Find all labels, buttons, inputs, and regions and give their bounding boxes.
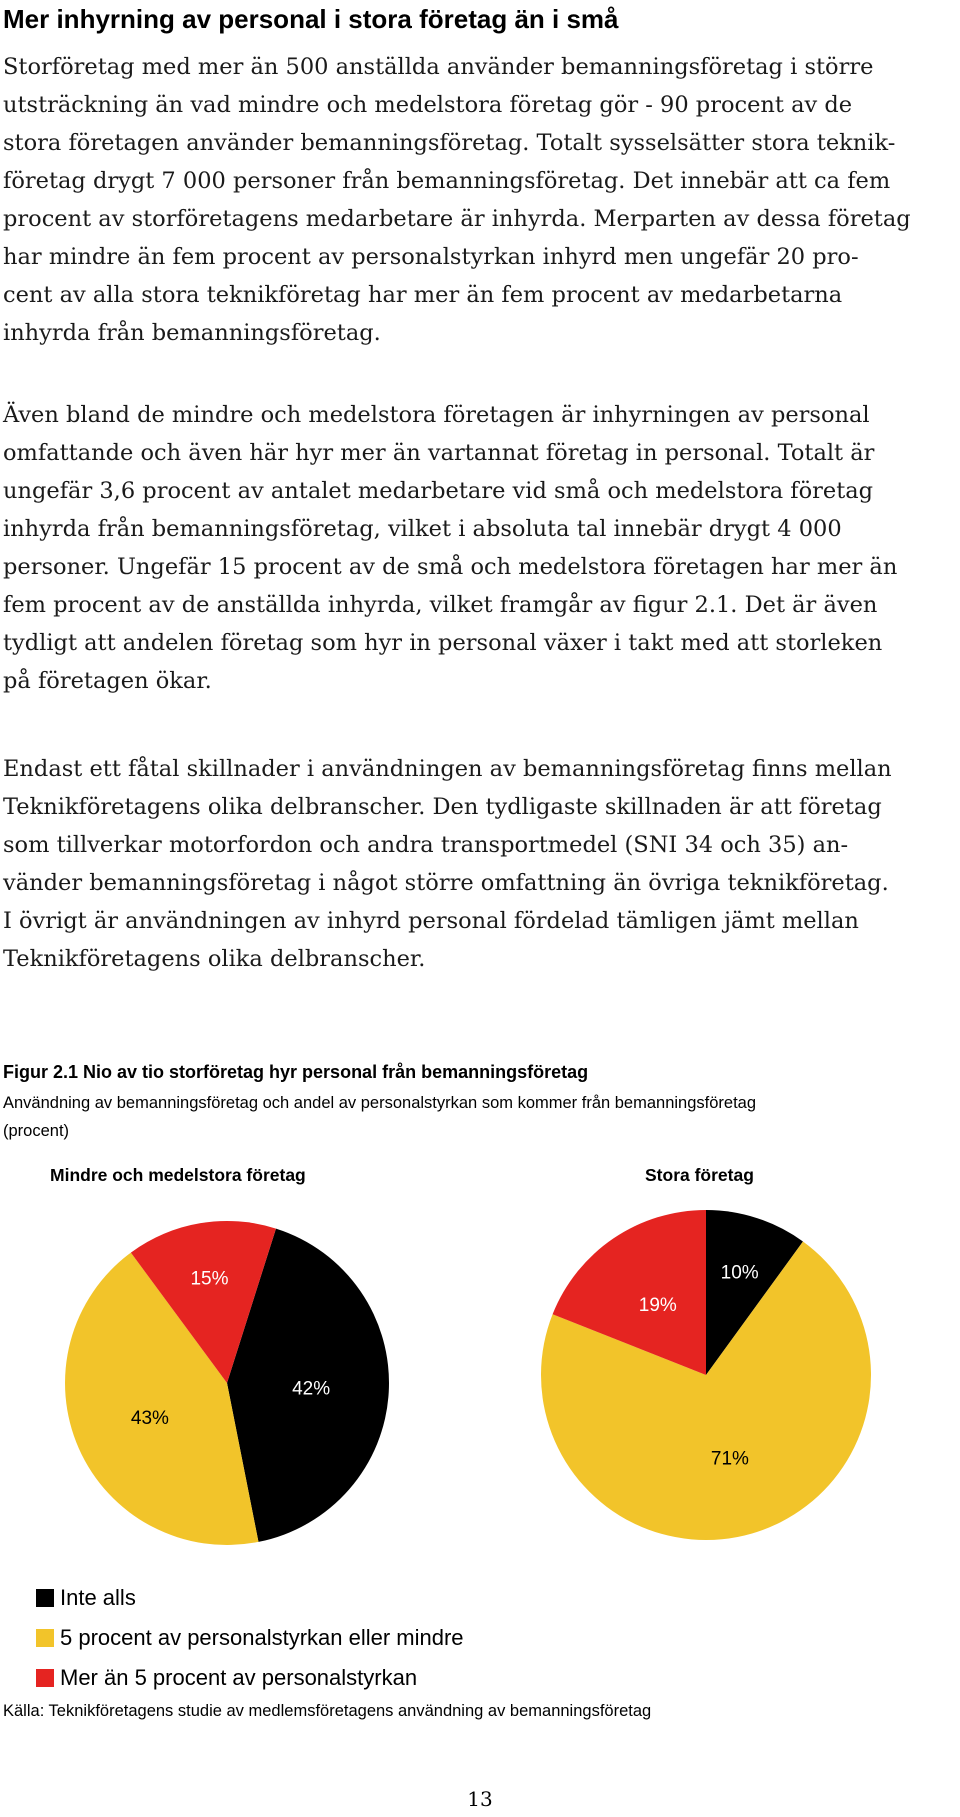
paragraph-1	[3, 48, 953, 352]
pie-chart-title-large: Stora företag	[645, 1165, 754, 1185]
text-line: ungefär 3,6 procent av antalet medarbetare vid små och medelstora företag	[3, 478, 874, 504]
section-heading: Mer inhyrning av personal i stora företag än i små	[3, 4, 619, 34]
legend-item-inte-alls	[36, 1578, 464, 1618]
text-line: Teknikföretagens olika delbranscher. Den tydligaste skillnaden är att företag	[3, 794, 882, 820]
paragraph-3	[3, 750, 953, 978]
figure-subtitle-line: (procent)	[3, 1122, 70, 1140]
text-line: stora företagen använder bemanningsföretag. Totalt sysselsätter stora teknik-	[3, 130, 896, 156]
text-line: Teknikföretagens olika delbranscher.	[3, 946, 426, 972]
pie-data-label: 71%	[710, 1448, 749, 1470]
pie-data-label: 19%	[638, 1295, 677, 1316]
text-line: personer. Ungefär 15 procent av de små och medelstora företagen har mer än	[3, 554, 898, 580]
text-line: Även bland de mindre och medelstora företagen är inhyrningen av personal	[3, 402, 870, 428]
figure-source: Källa: Teknikföretagens studie av medlemsföretagens användning av bemanningsföretag	[3, 1702, 652, 1720]
legend-item-mer-an-5-procent	[36, 1658, 464, 1698]
legend-swatch	[36, 1589, 54, 1607]
legend-label: Mer än 5 procent av personalstyrkan	[60, 1665, 418, 1690]
text-line: företag drygt 7 000 personer från bemanningsföretag. Det innebär att ca fem	[3, 168, 891, 194]
text-line: har mindre än fem procent av personalstyrkan inhyrd men ungefär 20 pro-	[3, 244, 859, 270]
text-line: Endast ett fåtal skillnader i användningen av bemanningsföretag finns mellan	[3, 756, 892, 782]
text-line: I övrigt är användningen av inhyrd personal fördelad tämligen jämt mellan	[3, 908, 859, 934]
text-line: omfattande och även här hyr mer än vartannat företag in personal. Totalt är	[3, 440, 875, 466]
pie-chart-title-small-medium: Mindre och medelstora företag	[50, 1165, 306, 1185]
legend-swatch	[36, 1669, 54, 1687]
text-line: procent av storföretagens medarbetare är inhyrda. Merparten av dessa företag	[3, 206, 911, 232]
legend-label: 5 procent av personalstyrkan eller mindre	[60, 1625, 464, 1650]
text-line: Storföretag med mer än 500 anställda använder bemanningsföretag i större	[3, 54, 874, 80]
paragraph-2	[3, 396, 953, 700]
text-line: fem procent av de anställda inhyrda, vilket framgår av figur 2.1. Det är även	[3, 592, 878, 618]
text-line: tydligt att andelen företag som hyr in personal växer i takt med att storleken	[3, 630, 883, 656]
text-line: på företagen ökar.	[3, 668, 212, 694]
legend-item-5-procent-eller-mindre	[36, 1618, 464, 1658]
text-line: som tillverkar motorfordon och andra transportmedel (SNI 34 och 35) an-	[3, 832, 849, 858]
figure-subtitle-line: Användning av bemanningsföretag och andel av personalstyrkan som kommer från bemanningsföretag	[3, 1094, 757, 1112]
chart-legend	[36, 1578, 464, 1698]
figure-title: Figur 2.1 Nio av tio storföretag hyr personal från bemanningsföretag	[3, 1062, 589, 1082]
text-line: cent av alla stora teknikföretag har mer än fem procent av medarbetarna	[3, 282, 843, 308]
text-line: utsträckning än vad mindre och medelstora företag gör - 90 procent av de	[3, 92, 853, 118]
legend-label: Inte alls	[60, 1585, 136, 1610]
pie-data-label: 42%	[292, 1378, 331, 1400]
pie-data-label: 43%	[130, 1408, 169, 1429]
figure-subtitle	[3, 1089, 943, 1145]
pie-data-label: 10%	[720, 1262, 759, 1284]
legend-swatch	[36, 1629, 54, 1647]
text-line: inhyrda från bemanningsföretag.	[3, 320, 381, 346]
pie-charts	[0, 1200, 960, 1570]
text-line: inhyrda från bemanningsföretag, vilket i absoluta tal innebär drygt 4 000	[3, 516, 842, 542]
page-number: 13	[467, 1787, 493, 1811]
text-line: vänder bemanningsföretag i något större omfattning än övriga teknikföretag.	[3, 870, 889, 896]
pie-data-label: 15%	[190, 1268, 229, 1290]
